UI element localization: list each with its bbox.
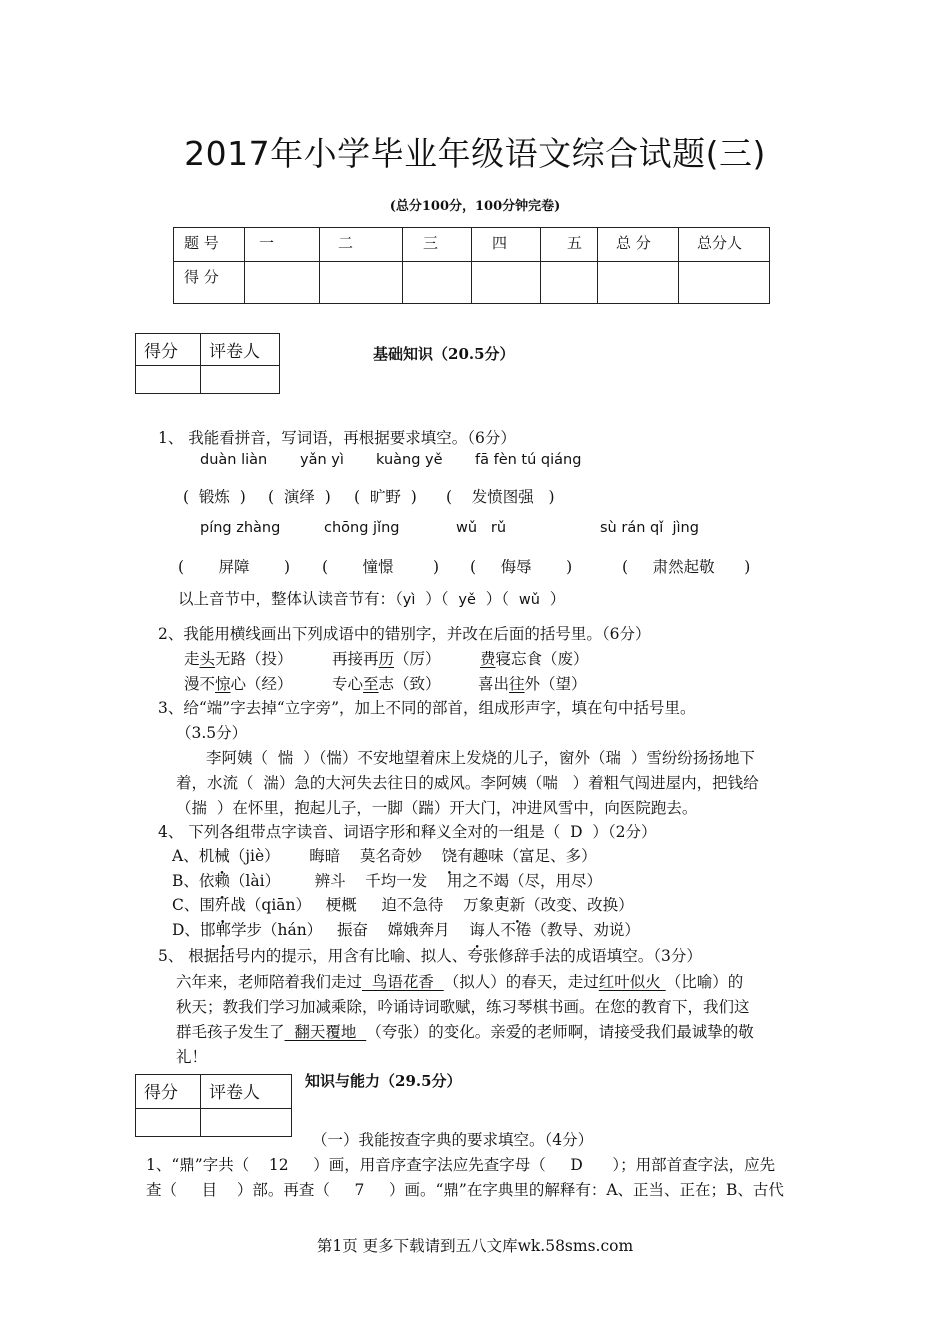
pinyin: sù rán qǐ jìng [600, 520, 699, 536]
q3-paragraph: （揣 ）在怀里，抱起儿子，一脚（踹）开大门，冲进风雪中，向医院跑去。 [176, 799, 698, 817]
exam-subtitle: (总分100分，100分钟完卷) [389, 199, 561, 214]
row-label-score: 得 分 [174, 262, 245, 304]
header-cell-1: 一 [245, 228, 320, 262]
q5-stem: 5、 根据括号内的提示，用含有比喻、拟人、夸张修辞手法的成语填空。（3分） [158, 947, 702, 965]
idiom-item: 漫不惊心（经） [184, 675, 293, 693]
header-cell-5: 五 [541, 228, 598, 262]
q1-syllables: 以上音节中，整体认读音节有：（yì ）（ yě ）（ wǔ ） [178, 590, 566, 608]
idiom-item: 喜出往外（望） [478, 675, 587, 693]
grader-box-2 [135, 1074, 292, 1137]
q5-line: 六年来，老师陪着我们走过 鸟语花香 （拟人）的春天，走过红叶似火 （比喻）的 [176, 973, 744, 991]
header-cell-2: 二 [320, 228, 403, 262]
answer: ( 肃然起敬 ) [622, 558, 751, 576]
idiom-item: 走头无路（投） [184, 650, 293, 668]
answer: ( 屏障 ) [178, 558, 291, 576]
answer: ( 侮辱 ) [470, 558, 573, 576]
score-table [173, 227, 770, 304]
grader-box-score-label: 得分 [136, 334, 201, 366]
pinyin: yǎn yì [300, 452, 344, 468]
q3-points: （3.5分） [176, 724, 248, 742]
grader-box-score-label: 得分 [136, 1075, 201, 1109]
q4-stem: 4、 下列各组带点字读音、词语字形和释义全对的一组是（ D ）（2分） [158, 823, 657, 841]
score-cell [245, 262, 320, 304]
page-footer: 第1页 更多下载请到五八文库wk.58sms.com [316, 1237, 634, 1255]
pinyin: chōng jǐng [324, 520, 400, 536]
answer: ( 旷野 ) [354, 488, 417, 506]
q3-paragraph: 李阿姨（ 惴 ）（惴）不安地望着床上发烧的儿子，窗外（瑞 ）雪纷纷扬扬地下 [206, 749, 755, 767]
answer: ( 演绎 ) [268, 488, 331, 506]
q5-answer: 红叶似火 [598, 973, 666, 991]
idiom-item: 费寝忘食（废） [480, 650, 589, 668]
grader-box-grader-label: 评卷人 [201, 334, 280, 366]
header-cell-total: 总 分 [598, 228, 679, 262]
syllable: yě [458, 592, 476, 608]
grader-box-1 [135, 333, 280, 394]
exam-title: 2017年小学毕业年级语文综合试题(三) [184, 134, 766, 173]
syllable: wǔ [518, 592, 540, 608]
answer: ( 发愤图强 ) [446, 488, 555, 506]
header-cell-4: 四 [472, 228, 541, 262]
q4-option-a: A、机械（jiè） 晦暗 莫名奇妙 饶有趣味（富足、多） [172, 847, 597, 865]
q4-option-d: D、邯郸学步（hán） 振奋 嫦娥奔月 诲人不倦（教导、劝说） [172, 921, 640, 939]
q5-line: 礼！ [176, 1048, 208, 1066]
header-cell-3: 三 [403, 228, 472, 262]
pinyin: duàn liàn [200, 452, 268, 468]
part1-line: 1、“鼎”字共（ 12 ）画，用音序查字法应先查字母（ D ）；用部首查字法，应先 [146, 1156, 776, 1174]
answer: ( 憧憬 ) [322, 558, 439, 576]
section-heading-knowledge: 知识与能力（29.5分） [305, 1072, 462, 1090]
pinyin: píng zhàng [200, 520, 281, 536]
idiom-item: 专心至志（致） [332, 675, 441, 693]
q4-option-c: C、围歼战（qiān） 梗概 迫不急待 万象更新（改变、改换） [172, 896, 634, 914]
q5-line: 群毛孩子发生了 翻天覆地 （夸张）的变化。亲爱的老师啊，请接受我们最诚挚的敬 [176, 1023, 754, 1041]
score-cell [598, 262, 679, 304]
q2-stem: 2、我能用横线画出下列成语中的错别字，并改在后面的括号里。（6分） [158, 625, 651, 643]
score-cell [472, 262, 541, 304]
pinyin: kuàng yě [376, 452, 443, 468]
grader-box-cell [136, 1109, 201, 1137]
pinyin: fā fèn tú qiáng [475, 452, 582, 468]
idiom-item: 再接再历（厉） [332, 650, 441, 668]
score-cell [541, 262, 598, 304]
pinyin: wǔ rǔ [456, 520, 507, 536]
q1-stem: 1、 我能看拼音，写词语，再根据要求填空。（6分） [158, 429, 516, 447]
grader-box-cell [136, 366, 201, 394]
score-cell [320, 262, 403, 304]
q5-line: 秋天；教我们学习加减乘除，吟诵诗词歌赋，练习琴棋书画。在您的教育下，我们这 [176, 998, 750, 1016]
score-cell [403, 262, 472, 304]
answer: ( 锻炼 ) [183, 488, 246, 506]
score-cell [679, 262, 770, 304]
q5-answer: 鸟语花香 [362, 973, 444, 991]
part1-line: 查（ 目 ）部。再查（ 7 ）画。“鼎”在字典里的解释有：A、正当、正在；B、古代 [146, 1181, 784, 1199]
grader-box-grader-label: 评卷人 [201, 1075, 292, 1109]
header-cell-grader: 总分人 [679, 228, 770, 262]
q4-option-b: B、依赖（lài） 辨斗 千均一发 用之不竭（尽，用尽） [172, 872, 603, 890]
grader-box-cell [201, 366, 280, 394]
q5-answer: 翻天覆地 [284, 1023, 367, 1041]
grader-box-cell [201, 1109, 292, 1137]
section-heading-basics: 基础知识（20.5分） [373, 345, 515, 363]
q3-paragraph: 着，水流（ 湍）急的大河失去往日的威风。李阿姨（喘 ）着粗气闯进屋内，把钱给 [176, 774, 759, 792]
part1-heading: （一）我能按查字典的要求填空。（4分） [312, 1131, 594, 1149]
q3-stem: 3、给“端”字去掉“立字旁”，加上不同的部首，组成形声字，填在句中括号里。 [158, 699, 696, 717]
syllable: yì [402, 592, 416, 608]
header-cell-number: 题 号 [174, 228, 245, 262]
